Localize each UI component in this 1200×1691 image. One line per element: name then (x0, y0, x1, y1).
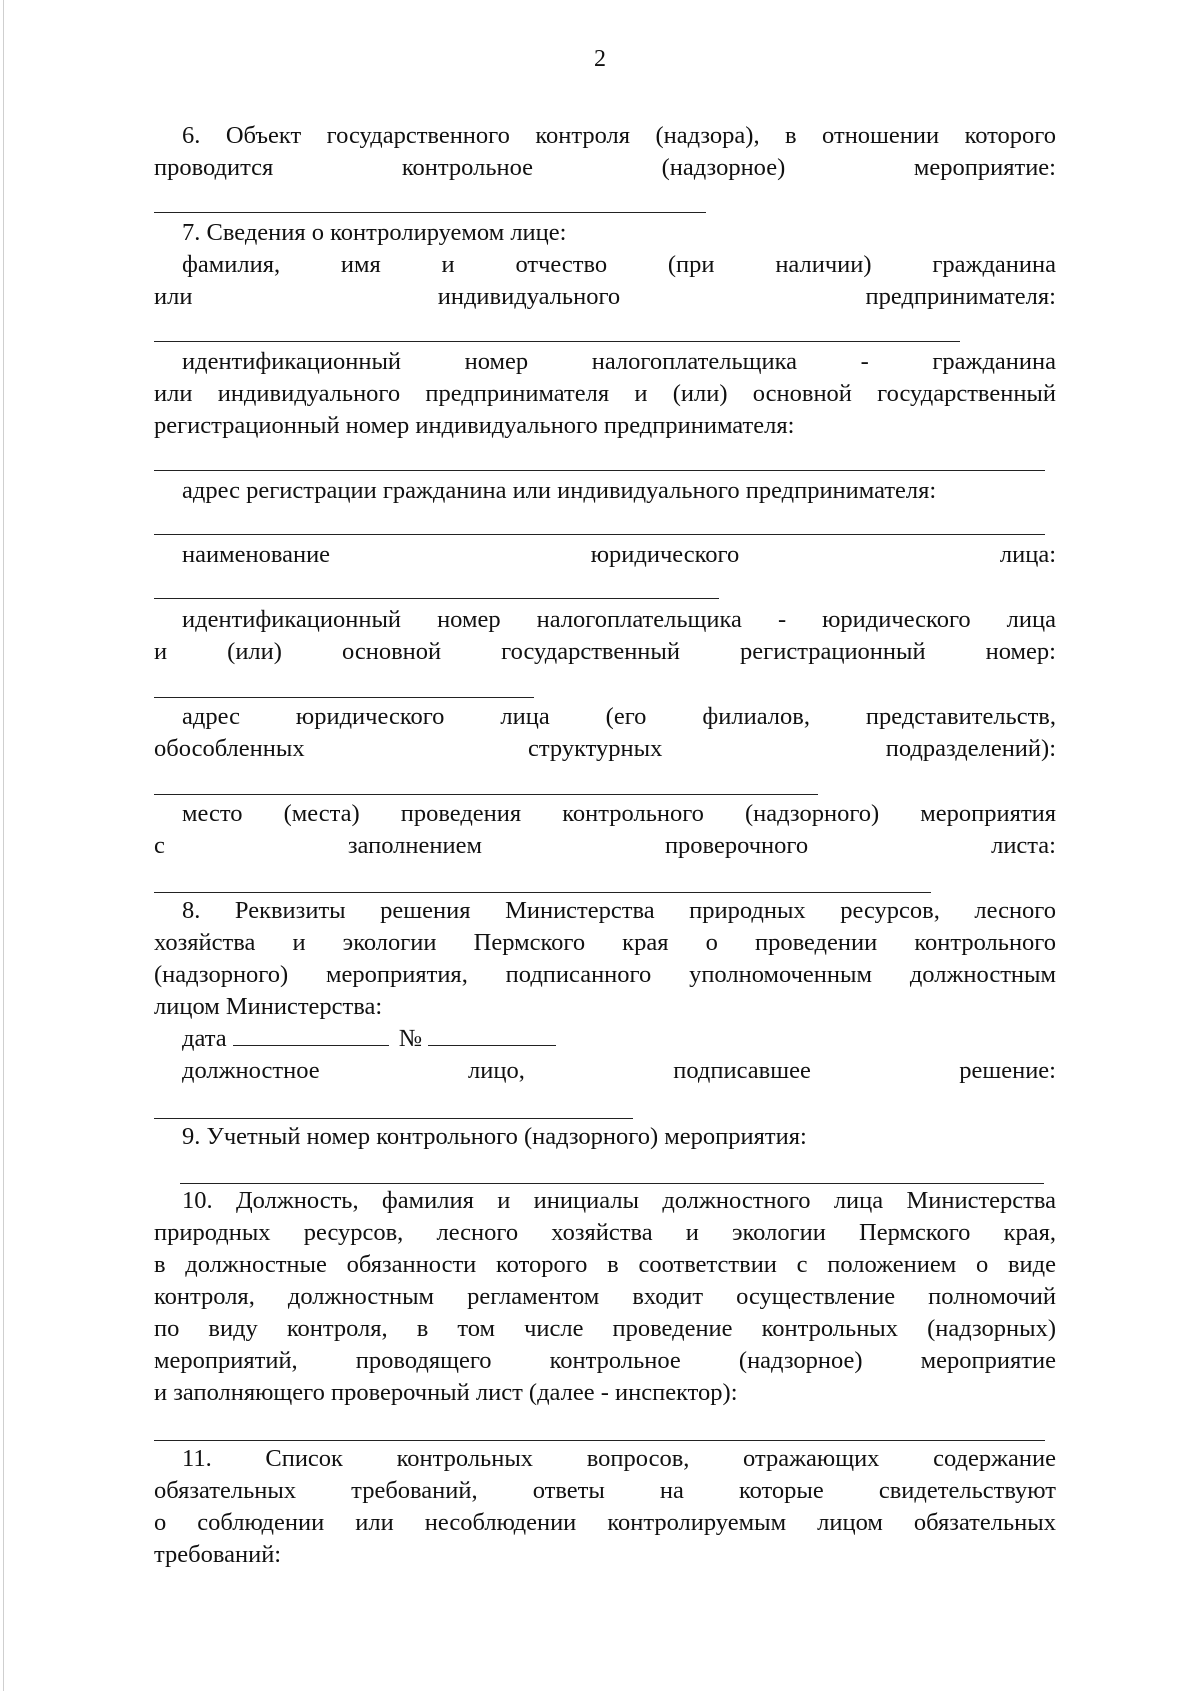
text-line: природных ресурсов, лесного хозяйства и экологии Пермского края, (154, 1219, 1056, 1246)
date-number-line (182, 1023, 1056, 1055)
text-line: место (места) проведения контрольного (надзорного) мероприятия (182, 800, 1056, 827)
fill-in-line (154, 1118, 633, 1119)
date-field[interactable] (233, 1023, 389, 1046)
text-line: контроля, должностным регламентом входит осуществление полномочий (154, 1283, 1056, 1310)
fill-in-line (154, 697, 534, 698)
text-line: 9. Учетный номер контрольного (надзорного) мероприятия: (182, 1123, 807, 1150)
text-line: или индивидуального предпринимателя: (154, 283, 1056, 310)
text-line: идентификационный номер налогоплательщика - юридического лица (182, 606, 1056, 633)
scan-edge (3, 0, 4, 1691)
text-line: лицом Министерства: (154, 993, 383, 1020)
text-line: наименование юридического лица: (182, 541, 1056, 568)
text-line: 8. Реквизиты решения Министерства природных ресурсов, лесного (182, 897, 1056, 924)
date-label: дата (182, 1025, 227, 1052)
text-line: идентификационный номер налогоплательщика - гражданина (182, 348, 1056, 375)
text-line: о соблюдении или несоблюдении контролируемым лицом обязательных (154, 1509, 1056, 1536)
text-line: по виду контроля, в том числе проведение контрольных (надзорных) (154, 1315, 1056, 1342)
text-line: и заполняющего проверочный лист (далее - инспектор): (154, 1379, 738, 1406)
number-field[interactable] (428, 1023, 556, 1046)
text-line: регистрационный номер индивидуального предпринимателя: (154, 412, 795, 439)
text-line: мероприятий, проводящего контрольное (надзорное) мероприятие (154, 1347, 1056, 1374)
fill-in-line (154, 470, 1045, 471)
text-line: фамилия, имя и отчество (при наличии) гражданина (182, 251, 1056, 278)
fill-in-line (154, 794, 818, 795)
fill-in-line (154, 1440, 1045, 1441)
text-line: требований: (154, 1541, 282, 1568)
text-line: в должностные обязанности которого в соответствии с положением о виде (154, 1251, 1056, 1278)
text-line: и (или) основной государственный регистрационный номер: (154, 638, 1056, 665)
text-line: обособленных структурных подразделений): (154, 735, 1056, 762)
text-line: обязательных требований, ответы на которые свидетельствуют (154, 1477, 1056, 1504)
text-line: проводится контрольное (надзорное) мероприятие: (154, 154, 1056, 181)
text-line: с заполнением проверочного листа: (154, 832, 1056, 859)
fill-in-line (154, 212, 706, 213)
text-line: адрес регистрации гражданина или индивидуального предпринимателя: (182, 477, 937, 504)
text-line: или индивидуального предпринимателя и (или) основной государственный (154, 380, 1056, 407)
text-line: 6. Объект государственного контроля (надзора), в отношении которого (182, 122, 1056, 149)
fill-in-line (154, 892, 931, 893)
number-label: № (398, 1025, 423, 1052)
text-line: 7. Сведения о контролируемом лице: (182, 219, 567, 246)
text-line: должностное лицо, подписавшее решение: (182, 1057, 1056, 1084)
text-line: 10. Должность, фамилия и инициалы должностного лица Министерства (182, 1187, 1056, 1214)
text-line: 11. Список контрольных вопросов, отражающих содержание (182, 1445, 1056, 1472)
fill-in-line (154, 534, 1045, 535)
page-number: 2 (594, 46, 606, 72)
fill-in-line (154, 341, 960, 342)
text-line: (надзорного) мероприятия, подписанного уполномоченным должностным (154, 961, 1056, 988)
text-line: хозяйства и экологии Пермского края о проведении контрольного (154, 929, 1056, 956)
fill-in-line (154, 598, 719, 599)
text-line: адрес юридического лица (его филиалов, представительств, (182, 703, 1056, 730)
fill-in-line (180, 1183, 1044, 1184)
